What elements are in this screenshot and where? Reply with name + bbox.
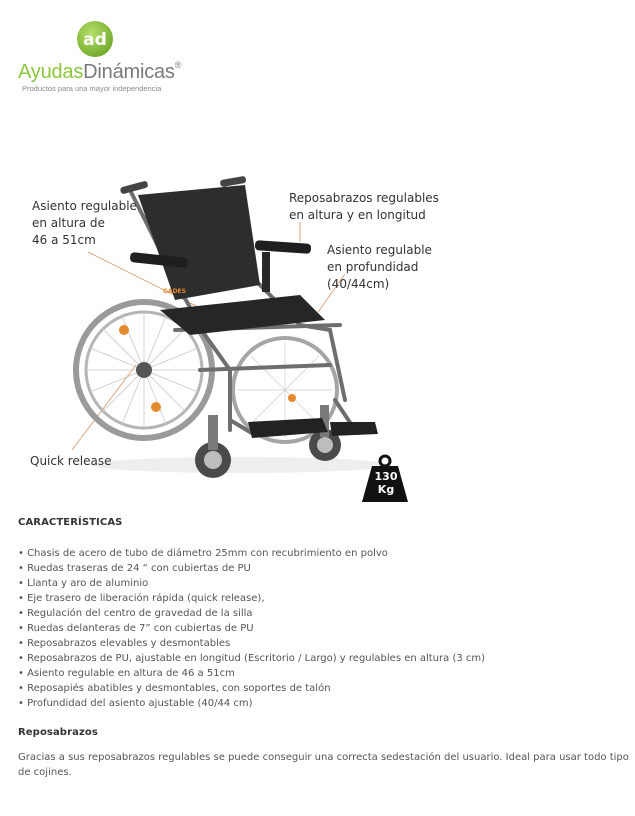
list-item: • Asiento regulable en altura de 46 a 51cm xyxy=(18,666,485,681)
list-item: • Reposabrazos elevables y desmontables xyxy=(18,636,485,651)
weight-badge-text: 130 Kg xyxy=(374,470,398,496)
list-item: • Eje trasero de liberación rápida (quick release), xyxy=(18,591,485,606)
features-list xyxy=(18,546,485,711)
armrests-description: Gracias a sus reposabrazos regulables se puede conseguir una correcta sedestación del usuario. Ideal para usar todo tipo de cojines. xyxy=(18,752,629,778)
callout-armrests: Reposabrazos regulables en altura y en longitud xyxy=(289,191,439,222)
list-item: • Chasis de acero de tubo de diámetro 25mm con recubrimiento en polvo xyxy=(18,546,485,561)
list-item: • Llanta y aro de aluminio xyxy=(18,576,485,591)
logo-name-part1: Ayudas xyxy=(18,61,84,83)
list-item: • Regulación del centro de gravedad de la silla xyxy=(18,606,485,621)
features-heading: CARACTERÍSTICAS xyxy=(18,517,123,528)
armrests-heading: Reposabrazos xyxy=(18,727,98,738)
list-item: • Ruedas traseras de 24 “ con cubiertas de PU xyxy=(18,561,485,576)
callout-seat-height: Asiento regulable en altura de 46 a 51cm xyxy=(32,199,137,247)
list-item: • Ruedas delanteras de 7” con cubiertas de PU xyxy=(18,621,485,636)
brand-logo[interactable] xyxy=(18,18,218,98)
list-item: • Profundidad del asiento ajustable (40/44 cm) xyxy=(18,696,485,711)
armrest-right xyxy=(255,240,312,254)
registered-mark: ® xyxy=(174,60,182,70)
footrest-right xyxy=(330,422,378,436)
product-image xyxy=(0,160,635,510)
logo-wordmark xyxy=(18,60,181,84)
callout-seat-depth: Asiento regulable en profundidad (40/44cm) xyxy=(327,243,432,291)
logo-tagline: Productos para una mayor independencia xyxy=(22,84,162,93)
backrest xyxy=(138,185,260,300)
logo-name-part2: Dinámicas xyxy=(83,61,175,83)
list-item: • Reposabrazos de PU, ajustable en longitud (Escritorio / Largo) y regulables en altura (3 cm) xyxy=(18,651,485,666)
backrest-brand-text: GADES xyxy=(163,288,186,295)
front-caster-left xyxy=(195,415,231,478)
logo-mark-text: ad xyxy=(83,30,107,50)
logo-mark-icon xyxy=(76,20,114,58)
callout-quick-release: Quick release xyxy=(30,454,112,468)
list-item: • Reposapiés abatibles y desmontables, con soportes de talón xyxy=(18,681,485,696)
